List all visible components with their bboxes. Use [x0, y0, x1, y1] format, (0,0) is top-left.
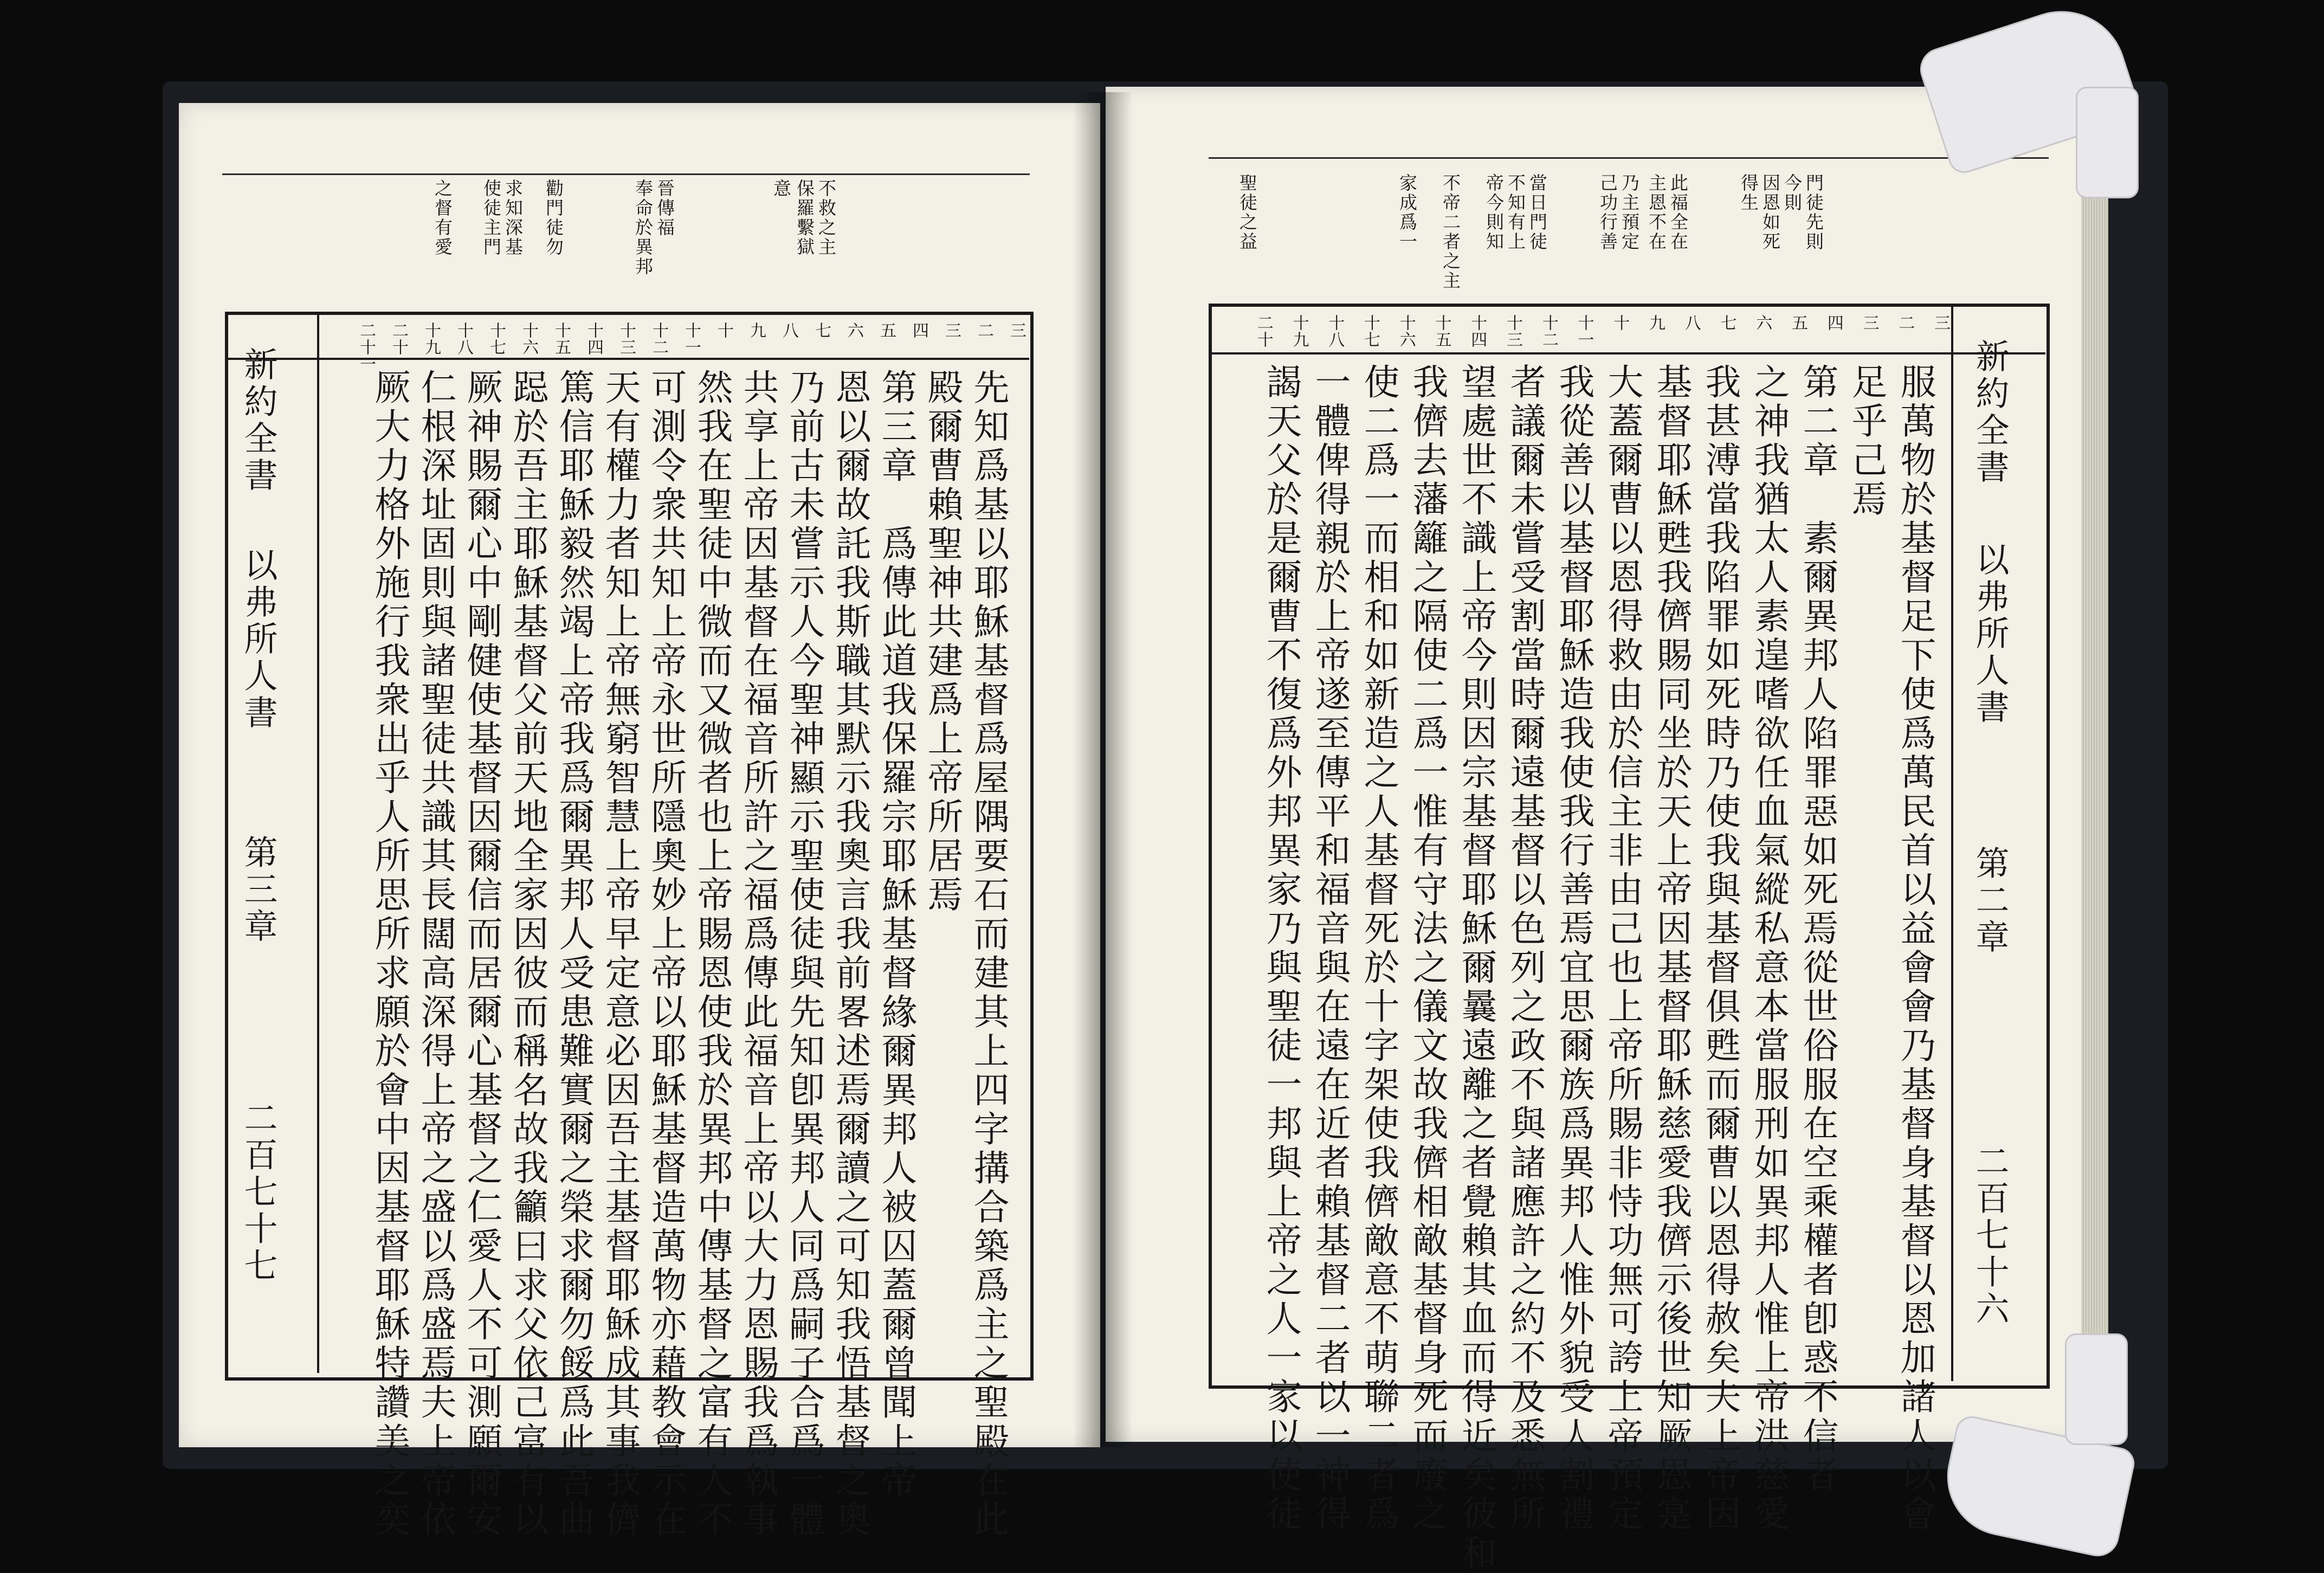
binder-clip-bottom-jaw	[2065, 1333, 2128, 1445]
text-column: 跽於吾主耶穌基督父前天地全家因彼而稱名故我籲曰求父依己富有以	[507, 369, 548, 1539]
verse-number: 二十一	[357, 322, 376, 372]
verse-number: 六	[1753, 314, 1772, 331]
right-note: 主恩不在	[1646, 173, 1667, 252]
left-running-title: 新約全書	[238, 347, 278, 494]
left-verse-numbers	[320, 320, 1026, 372]
left-note: 不救之主	[816, 179, 837, 257]
left-note: 之督有愛	[432, 179, 453, 257]
right-note: 乃主預定	[1619, 173, 1640, 252]
verse-number: 十九	[1289, 314, 1309, 348]
text-column: 望處世不識上帝今則因宗基督耶穌爾曩遠離之者覺賴其血而得近矣彼和	[1455, 363, 1497, 1573]
text-column: 謁天父於是爾曹不復爲外邦異家乃與聖徒一邦與上帝之人一家以使徒	[1260, 363, 1302, 1534]
text-column: 殿爾曹賴聖神共建爲上帝所居焉	[921, 369, 963, 915]
verse-number: 三	[1860, 314, 1879, 331]
verse-number: 十一	[1574, 314, 1594, 348]
text-column: 第三章 爲傳此道我保羅宗耶穌基督緣爾異邦人被囚蓋爾曾聞上帝	[875, 369, 917, 1500]
page-stack-edge	[2081, 163, 2108, 1442]
right-note: 己功行善	[1597, 173, 1618, 252]
left-note: 勸門徒勿	[543, 179, 564, 257]
verse-number: 十七	[487, 322, 506, 356]
verse-number: 二十	[389, 322, 408, 356]
left-header-divider	[317, 315, 319, 1373]
left-running-book: 以弗所人書	[238, 547, 278, 732]
right-note: 得生	[1738, 173, 1759, 212]
text-column: 大蓋爾曹以恩得救由於信主非由己也上帝所賜非恃功無可誇上帝預定	[1602, 363, 1643, 1534]
verse-number: 五	[1789, 314, 1807, 331]
verse-number: 二	[1895, 314, 1915, 331]
verse-number: 十七	[1361, 314, 1380, 348]
verse-number: 十九	[422, 322, 441, 356]
right-running-title: 新約全書	[1970, 339, 2010, 486]
text-column: 厥神賜爾心中剛健使基督因爾信而居爾心基督之仁愛人不可測願爾安	[461, 369, 502, 1539]
right-verse-divider	[1212, 352, 2045, 354]
left-note: 意	[771, 179, 792, 198]
text-column: 基督耶穌甦我儕賜同坐於天上帝因基督耶穌慈愛我儕示後世知厥恩寔	[1650, 363, 1692, 1534]
verse-number: 三	[942, 322, 961, 339]
text-column: 然我在聖徒中微而又微者也上帝賜恩使我於異邦中傳基督之富有人不	[691, 369, 733, 1539]
verse-number: 十	[1610, 314, 1630, 331]
verse-number: 四	[909, 322, 928, 339]
right-header-divider	[1951, 307, 1953, 1381]
text-column: 厥大力格外施行我衆出乎人所思所求願於會中因基督耶穌特讚美之奕	[369, 369, 410, 1539]
right-top-rule	[1209, 157, 2049, 159]
right-page-number: 二百七十六	[1970, 1144, 2010, 1328]
left-note: 求知深基	[502, 179, 524, 257]
text-column: 乃前古未嘗示人今聖神顯示聖使徒與先知卽異邦人同爲嗣子合爲一體	[783, 369, 825, 1539]
text-column: 天有權力者知上帝無窮智慧上帝早定意必因吾主基督耶穌成其事我儕	[599, 369, 641, 1539]
text-column: 者議爾未嘗受割當時爾遠基督以色列之政不與諸應許之約不及悉無所	[1504, 363, 1546, 1534]
verse-number: 八	[1681, 314, 1701, 331]
text-column: 第二章 素爾異邦人陷罪惡如死焉從世俗服在空乘權者卽惑不信者	[1797, 363, 1838, 1495]
left-verse-divider	[228, 358, 1029, 360]
text-column: 我儕去藩籬之隔使二爲一惟有守法之儀文故我儕相敵基督身死而廢之	[1406, 363, 1448, 1534]
left-running-chapter: 第三章	[238, 835, 278, 945]
right-note: 當日門徒	[1527, 173, 1548, 252]
left-note: 保羅繫獄	[794, 179, 815, 257]
verse-number: 十六	[1396, 314, 1416, 348]
left-note: 晉傳福	[654, 179, 675, 237]
text-column: 服萬物於基督足下使爲萬民首以益會會乃基督身基督以恩加諸人以會	[1894, 363, 1936, 1534]
binder-clip-top-jaw	[2076, 87, 2139, 198]
left-note: 奉命於異邦	[632, 179, 654, 276]
text-column: 篤信耶穌毅然竭上帝我爲爾異邦人受患難實爾之榮求爾勿餒爲此吾曲	[553, 369, 595, 1539]
verse-number: 七	[1717, 314, 1736, 331]
right-note: 此福全在	[1668, 173, 1689, 252]
verse-number: 十八	[454, 322, 473, 356]
text-column: 足乎己焉	[1845, 363, 1887, 519]
verse-number: 十三	[617, 322, 636, 356]
verse-number: 二	[974, 322, 993, 339]
verse-number: 三	[1007, 322, 1026, 339]
text-column: 我從善以基督耶穌造我使我行善焉宜思爾族爲異邦人惟外貌受人割禮	[1553, 363, 1594, 1534]
right-note: 門徒先則	[1803, 173, 1824, 252]
text-column: 之神我猶太人素遑嗜欲任血氣縱私意本當服刑如異邦人惟上帝洪慈愛	[1748, 363, 1790, 1534]
verse-number: 十一	[682, 322, 701, 356]
verse-number: 八	[779, 322, 798, 339]
verse-number: 五	[877, 322, 896, 339]
right-note: 聖徒之益	[1237, 173, 1258, 252]
verse-number: 十五	[552, 322, 571, 356]
verse-number: 三	[1931, 314, 1950, 331]
text-column: 先知爲基以耶穌基督爲屋隅要石而建其上四字搆合築爲主之聖殿在此	[967, 369, 1009, 1539]
right-note: 今則	[1781, 173, 1803, 212]
verse-number: 十	[714, 322, 733, 339]
right-note: 不帝二者之主	[1440, 173, 1461, 291]
text-column: 一體俾得親於上帝遂至傳平和福音與在遠在近者賴基督二者以一神得	[1309, 363, 1351, 1534]
left-page-number: 二百七十七	[238, 1100, 278, 1285]
verse-number: 十四	[584, 322, 603, 356]
verse-number: 十八	[1325, 314, 1345, 348]
right-verse-numbers	[1214, 312, 1948, 350]
verse-number: 六	[844, 322, 863, 339]
left-top-rule	[222, 173, 1030, 175]
right-note: 因恩如死	[1760, 173, 1781, 252]
verse-number: 二十	[1254, 314, 1273, 348]
verse-number: 四	[1824, 314, 1843, 331]
verse-number: 十二	[1539, 314, 1558, 348]
right-note: 不知有上	[1505, 173, 1526, 252]
verse-number: 十六	[519, 322, 538, 356]
book-gutter	[1073, 92, 1133, 1447]
text-column: 共享上帝因基督在福音所許之福爲傳此福音上帝以大力恩賜我爲執事	[737, 369, 779, 1539]
text-column: 我甚溥當我陷罪如死時乃使我與基督俱甦而爾曹以恩得赦矣夫上帝因	[1699, 363, 1741, 1534]
verse-number: 九	[1646, 314, 1665, 331]
verse-number: 十五	[1432, 314, 1451, 348]
text-column: 恩以爾故託我斯職其默示我奧言我前畧述焉爾讀之可知我悟基督之奧	[829, 369, 871, 1539]
right-note: 家成爲一	[1397, 173, 1418, 252]
text-column: 仁根深址固則與諸聖徒共識其長闊高深得上帝之盛以爲盛焉夫上帝依	[415, 369, 456, 1539]
text-column: 使二爲一而相和如新造之人基督死於十字架使我儕敵意不萌聯二者爲	[1358, 363, 1399, 1534]
verse-number: 十三	[1503, 314, 1522, 348]
verse-number: 十四	[1468, 314, 1487, 348]
text-column: 可測令衆共知上帝永世所隱奧妙上帝以耶穌基督造萬物亦藉教會示在	[645, 369, 687, 1539]
right-running-chapter: 第二章	[1970, 846, 2010, 956]
verse-number: 七	[812, 322, 831, 339]
left-note: 使徒主門	[481, 179, 502, 257]
right-note: 帝今則知	[1483, 173, 1505, 252]
right-running-book: 以弗所人書	[1970, 542, 2010, 726]
verse-number: 九	[747, 322, 766, 339]
verse-number: 十二	[649, 322, 668, 356]
